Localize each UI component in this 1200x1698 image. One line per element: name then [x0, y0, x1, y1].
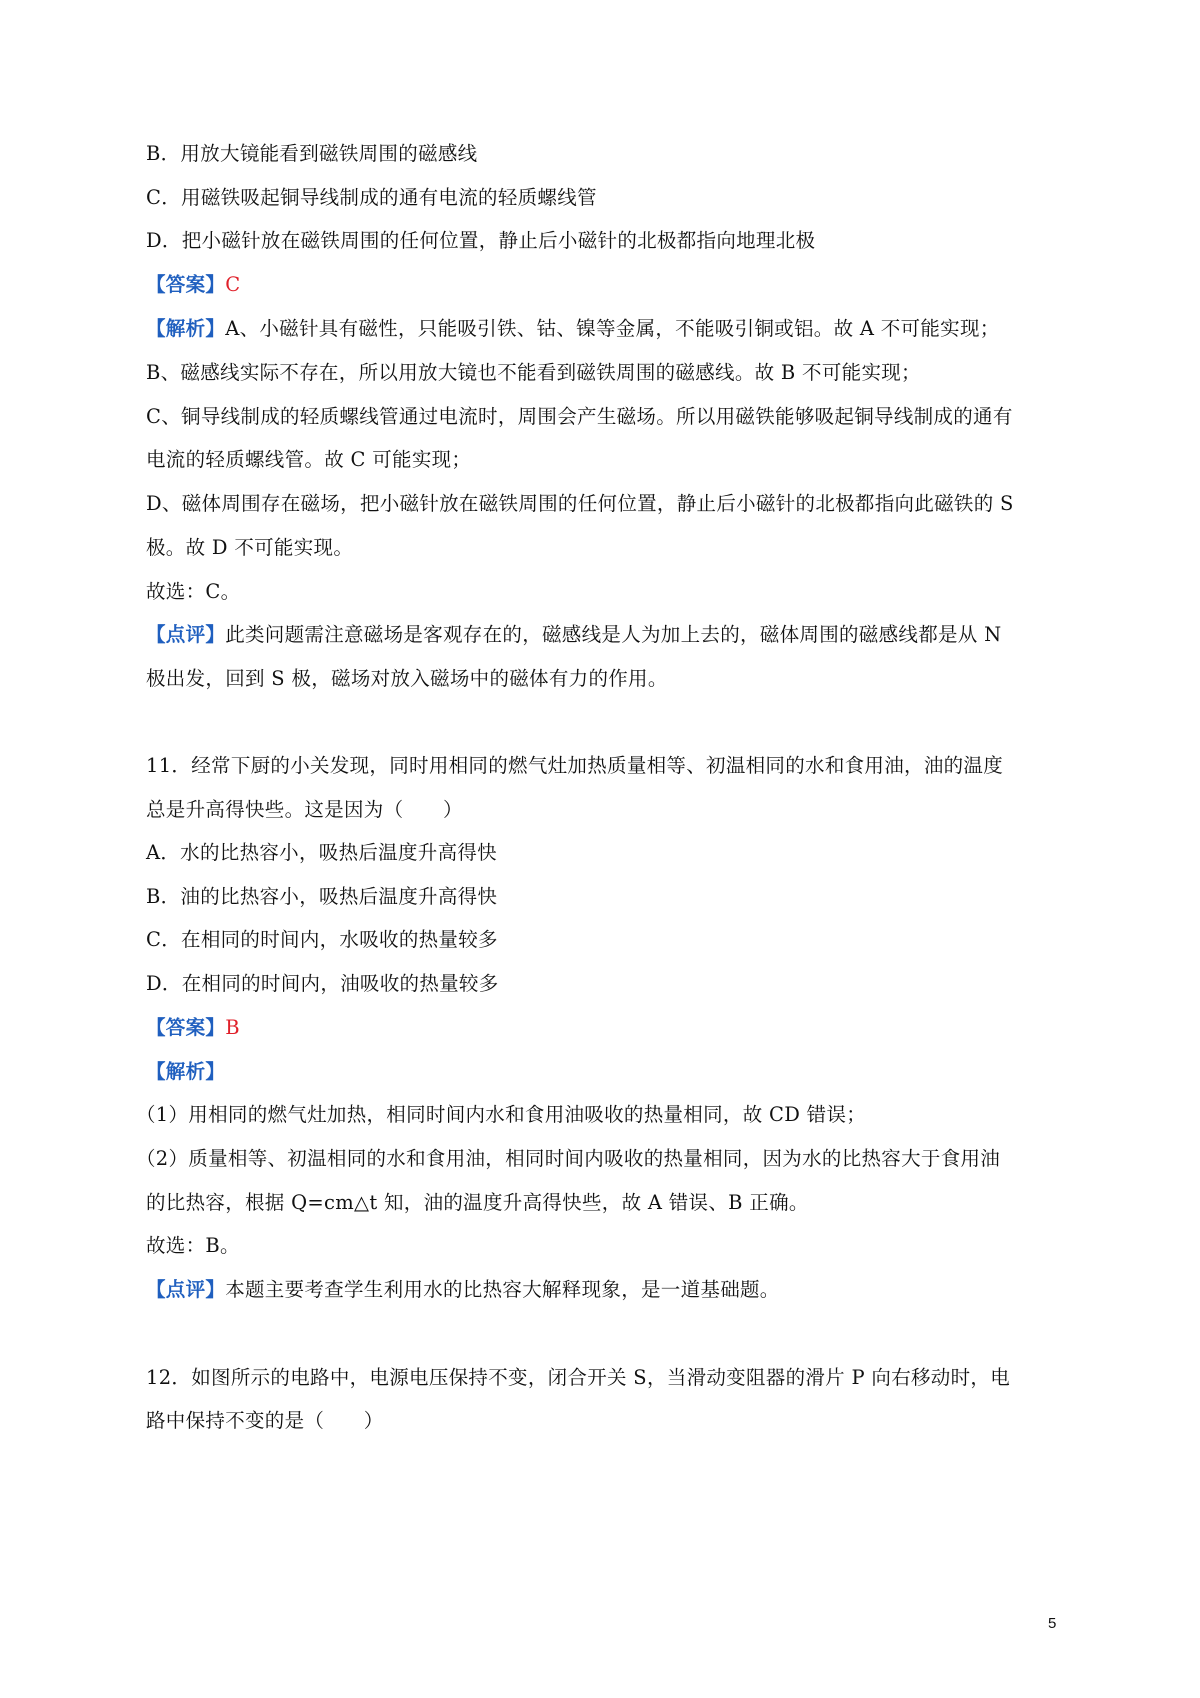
q11-option-c: C．在相同的时间内，水吸收的热量较多	[146, 928, 498, 951]
answer-tag: 【答案】	[146, 1016, 226, 1039]
q11-option-a: A．水的比热容小，吸热后温度升高得快	[146, 841, 497, 864]
q10-comment	[146, 621, 1060, 649]
comment-text: 本题主要考查学生利用水的比热容大解释现象，是一道基础题。	[225, 1278, 780, 1301]
q10-comment-line: 极出发，回到 S 极，磁场对放入磁场中的磁体有力的作用。	[146, 667, 668, 690]
q11-comment	[146, 1276, 1060, 1304]
q10-option-d: D．把小磁针放在磁铁周围的任何位置，静止后小磁针的北极都指向地理北极	[146, 229, 816, 252]
q12-stem: 路中保持不变的是（ ）	[146, 1409, 384, 1432]
q11-analysis-tag	[146, 1058, 1060, 1086]
answer-value: C	[225, 273, 241, 296]
answer-tag: 【答案】	[146, 273, 226, 296]
q11-option-d: D．在相同的时间内，油吸收的热量较多	[146, 972, 499, 995]
q10-choice: 故选：C。	[146, 580, 241, 603]
q10-analysis-line: D、磁体周围存在磁场，把小磁针放在磁铁周围的任何位置，静止后小磁针的北极都指向此磁铁的 S	[146, 492, 1014, 515]
page-number: 5	[1048, 1615, 1057, 1632]
q10-option-c: C．用磁铁吸起铜导线制成的通有电流的轻质螺线管	[146, 186, 597, 209]
q10-analysis-line: 电流的轻质螺线管。故 C 可能实现；	[146, 448, 472, 471]
q11-stem: 11．经常下厨的小关发现，同时用相同的燃气灶加热质量相等、初温相同的水和食用油，油的温度	[146, 754, 1004, 777]
q11-analysis-line: （2）质量相等、初温相同的水和食用油，相同时间内吸收的热量相同，因为水的比热容大于食用油	[136, 1147, 1001, 1170]
q10-analysis-line: B、磁感线实际不存在，所以用放大镜也不能看到磁铁周围的磁感线。故 B 不可能实现；	[146, 361, 921, 384]
answer-value: B	[225, 1016, 240, 1039]
comment-text: 此类问题需注意磁场是客观存在的，磁感线是人为加上去的，磁体周围的磁感线都是从 N	[225, 623, 1002, 646]
q11-choice: 故选：B。	[146, 1234, 240, 1257]
q11-stem: 总是升高得快些。这是因为（ ）	[146, 798, 463, 821]
analysis-tag: 【解析】	[146, 317, 226, 340]
analysis-text: A、小磁针具有磁性，只能吸引铁、钴、镍等金属，不能吸引铜或铝。故 A 不可能实现；	[225, 317, 1000, 340]
q10-analysis-line: 极。故 D 不可能实现。	[146, 536, 354, 559]
q10-option-b: B．用放大镜能看到磁铁周围的磁感线	[146, 142, 478, 165]
q10-analysis-line	[146, 315, 1060, 343]
q11-analysis-line: （1）用相同的燃气灶加热，相同时间内水和食用油吸收的热量相同，故 CD 错误；	[136, 1103, 867, 1126]
q11-option-b: B．油的比热容小，吸热后温度升高得快	[146, 885, 498, 908]
q10-analysis-line: C、铜导线制成的轻质螺线管通过电流时，周围会产生磁场。所以用磁铁能够吸起铜导线制成的通有	[146, 405, 1013, 428]
q12-stem: 12．如图所示的电路中，电源电压保持不变，闭合开关 S，当滑动变阻器的滑片 P 向右移动时，电	[146, 1366, 1010, 1389]
comment-tag: 【点评】	[146, 1278, 226, 1301]
q11-analysis-line: 的比热容，根据 Q=cm△t 知，油的温度升高得快些，故 A 错误、B 正确。	[146, 1191, 809, 1214]
analysis-tag: 【解析】	[146, 1060, 226, 1083]
q11-answer	[146, 1014, 1060, 1042]
comment-tag: 【点评】	[146, 623, 226, 646]
q10-answer	[146, 271, 1060, 299]
